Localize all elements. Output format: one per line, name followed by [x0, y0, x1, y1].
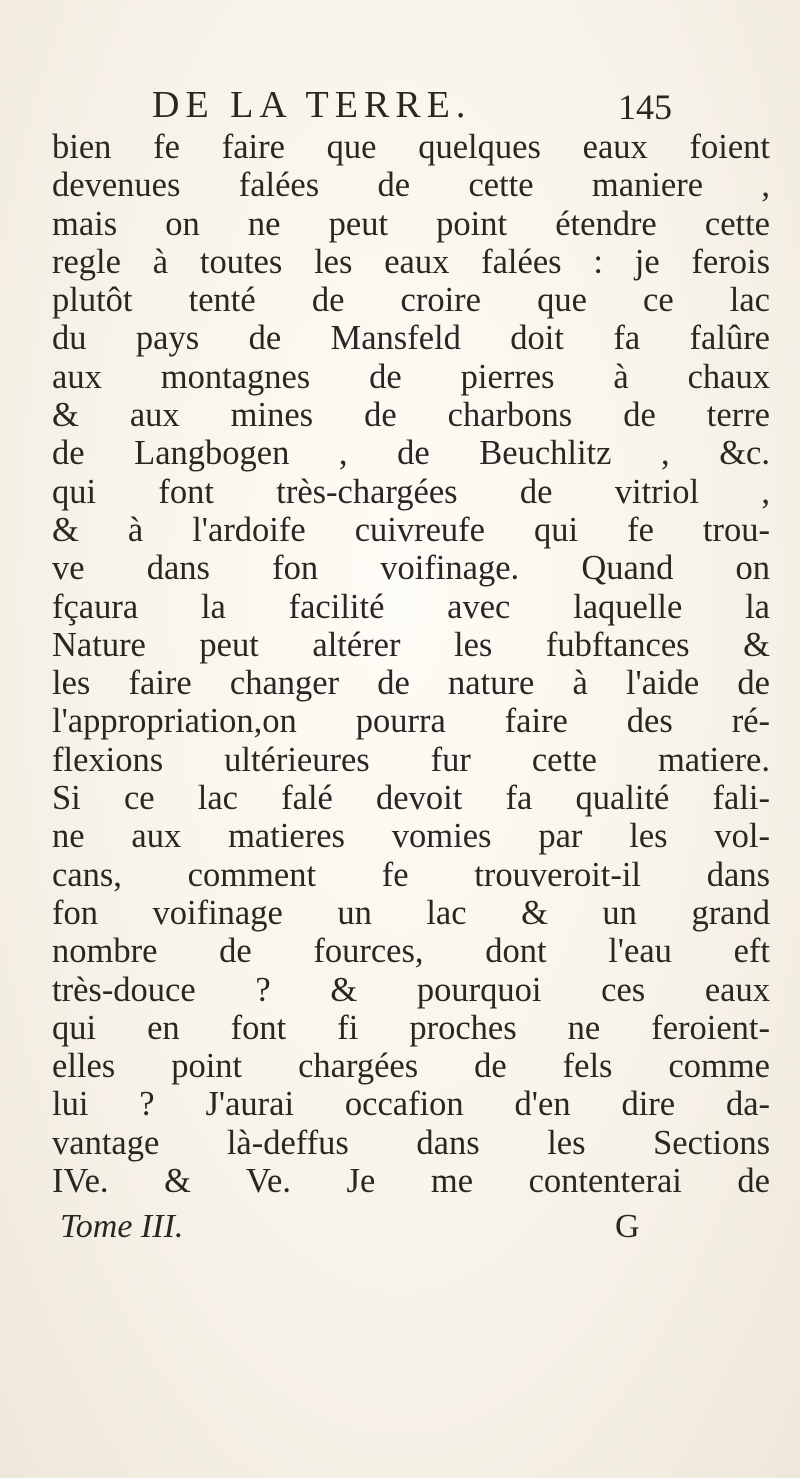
text-line: nombre de fources, dont l'eau eft	[52, 932, 770, 971]
page-footer	[60, 1204, 700, 1250]
page-number: 145	[618, 87, 672, 127]
text-line: IVe. & Ve. Je me contenterai de	[52, 1162, 770, 1201]
text-line: lui ? J'aurai occafion d'en dire da-	[52, 1085, 770, 1124]
text-line: ve dans fon voifinage. Quand on	[52, 549, 770, 588]
text-line: flexions ultérieures fur cette matiere.	[52, 740, 770, 779]
text-line: & aux mines de charbons de terre	[52, 396, 770, 435]
text-line: fçaura la facilité avec laquelle la	[52, 587, 770, 626]
signature-mark: G	[615, 1208, 640, 1245]
text-line: mais on ne peut point étendre cette	[52, 204, 770, 243]
text-line: & à l'ardoife cuivreufe qui fe trou-	[52, 510, 770, 549]
text-line: l'appropriation,on pourra faire des ré-	[52, 702, 770, 741]
text-line: plutôt tenté de croire que ce lac	[52, 281, 770, 320]
text-line: devenues falées de cette maniere ,	[52, 166, 770, 205]
page-header	[152, 80, 672, 130]
text-line: vantage là-deffus dans les Sections	[52, 1123, 770, 1162]
volume-label: Tome III.	[60, 1208, 184, 1245]
body-text	[52, 128, 770, 1200]
text-line: du pays de Mansfeld doit fa falûre	[52, 319, 770, 358]
text-line: qui en font fi proches ne feroient-	[52, 1008, 770, 1047]
text-line: aux montagnes de pierres à chaux	[52, 357, 770, 396]
text-line: qui font très-chargées de vitriol ,	[52, 472, 770, 511]
text-line: ne aux matieres vomies par les vol-	[52, 817, 770, 856]
text-line: les faire changer de nature à l'aide de	[52, 664, 770, 703]
text-line: regle à toutes les eaux falées : je ferois	[52, 242, 770, 281]
text-line: très-douce ? & pourquoi ces eaux	[52, 970, 770, 1009]
text-line: de Langbogen , de Beuchlitz , &c.	[52, 434, 770, 473]
text-line: Nature peut altérer les fubftances &	[52, 625, 770, 664]
text-line: cans, comment fe trouveroit-il dans	[52, 855, 770, 894]
text-line: elles point chargées de fels comme	[52, 1047, 770, 1086]
text-line: fon voifinage un lac & un grand	[52, 893, 770, 932]
text-line: Si ce lac falé devoit fa qualité fali-	[52, 779, 770, 818]
running-title: DE LA TERRE.	[152, 84, 472, 126]
text-line: bien fe faire que quelques eaux foient	[52, 128, 770, 166]
